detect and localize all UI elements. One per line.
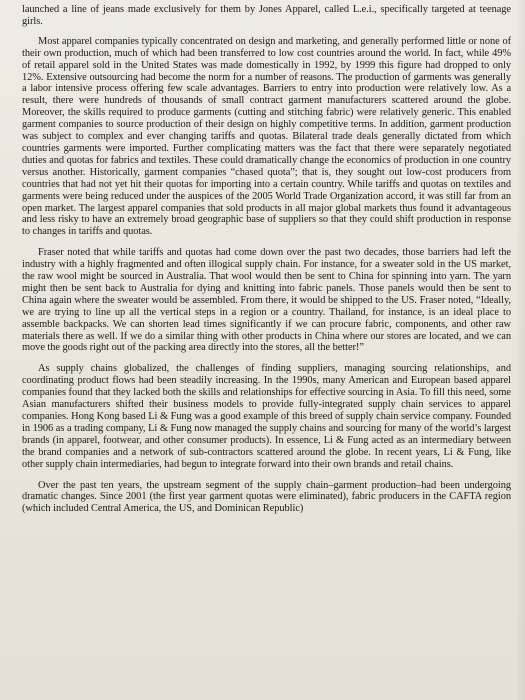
paragraph-continuation: launched a line of jeans made exclusively for them by Jones Apparel, called L.e.i., specifically targeted at teenage girls. <box>22 4 511 27</box>
page-edge-shadow <box>515 0 525 700</box>
paragraph-globalized-supply-chains: As supply chains globalized, the challenges of finding suppliers, managing sourcing relationships, and coordinating product flows had been steadily increasing. In the 1990s, many American and European based apparel companies found that they lacked both the skills and relationships for effective sourcing in Asia. To fill this need, some Asian manufacturers shifted their business models to provide fully-integrated supply chain services to apparel companies. Hong Kong based Li & Fung was a good example of this breed of supply chain service company. Founded in 1906 as a trading company, Li & Fung now managed the supply chains and sourcing for many of the world’s largest brands (in apparel, footwear, and other consumer products). In essence, Li & Fung acted as an intermediary between the brand companies and a network of sub-contractors scattered around the globe. In recent years, Li & Fung, like other supply chain intermediaries, had begun to integrate forward into their own brands and retail chains. <box>22 363 511 470</box>
paragraph-outsourcing: Most apparel companies typically concentrated on design and marketing, and generally performed little or none of their own production, much of which had been transferred to low cost countries around the world. In fact, while 49% of retail apparel sold in the United States was made domestically in 1992, by 1999 this figure had dropped to only 12%. Extensive outsourcing had become the norm for a number of reasons. The production of garments was generally a labor intensive process offering few scale advantages. Barriers to entry into production were relatively low. As a result, there were hundreds of thousands of small contract garment manufacturers scattered around the globe. Moreover, the skills required to produce garments (cutting and stitching fabric) were relatively generic. This enabled garment companies to source production of their design on highly competitive terms. In addition, garment production was subject to complex and ever changing tariffs and quotas. Bilateral trade deals generally dictated from which countries garments were imported. Further complicating matters was the fact that there were separately negotiated duties and quotas for fabrics and textiles. These could dramatically change the economics of production in one country versus another. Historically, garment companies “chased quota”; that is, they sought out low-cost producers from countries that had not yet hit their quotas for importing into a certain country. While tariffs and quotas on textiles and garments were being reduced under the auspices of the 2005 World Trade Organization accord, it was still far from an open market. The largest apparel companies that sold products in all major global markets thus found it advantageous and less risky to have an extremely broad geographic base of suppliers so that they could shift production in response to changes in tariffs and quotas. <box>22 35 511 238</box>
paragraph-fraser-supply-chain: Fraser noted that while tariffs and quotas had come down over the past two decades, those barriers had left the industry with a highly fragmented and often illogical supply chain. For instance, for a sweater sold in the US market, the raw wool might be sourced in Australia. That wool would then be sent to China for spinning into yarn. The yarn might then be sent back to Australia for dying and knitting into fabric panels. Those panels would then be sent to China again where the sweater would be assembled. From there, it would be shipped to the US. Fraser noted, “Ideally, we are trying to line up all the vertical steps in a region or a country. Thailand, for instance, is an ideal place to assemble backpacks. We can shorten lead times significantly if we can procure fabric, components, and other raw materials there as well. If we do a similar thing with other products in China where our stores are located, and we can move the goods right out of the packing area directly into the stores, all the better!” <box>22 247 511 354</box>
paragraph-upstream-segment: Over the past ten years, the upstream segment of the supply chain–garment production–had been undergoing dramatic changes. Since 2001 (the first year garment quotas were eliminated), fabric producers in the CAFTA region (which included Central America, the US, and Dominican Republic) <box>22 479 511 515</box>
